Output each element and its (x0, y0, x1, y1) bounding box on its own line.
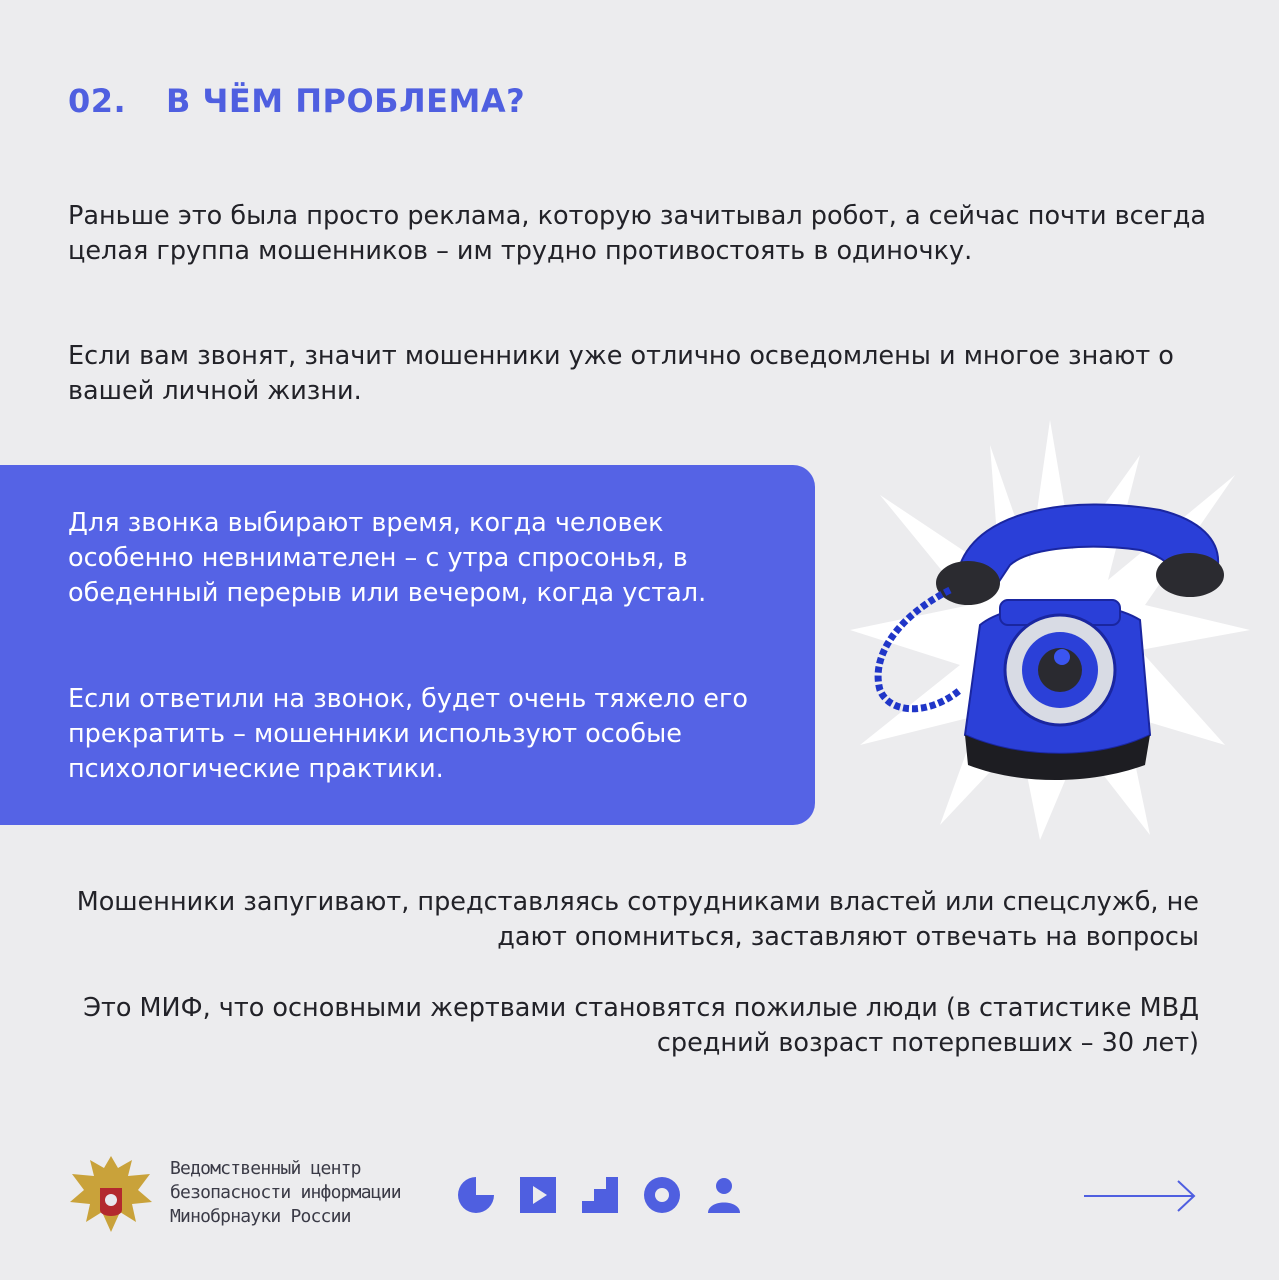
right-paragraph-1: Мошенники запугивают, представляясь сотрудниками властей или спецслужб, не дают опомниться, заставляют отвечать на вопросы (76, 887, 1199, 952)
section-title: В ЧЁМ ПРОБЛЕМА? (166, 82, 526, 120)
icon-row (456, 1175, 744, 1215)
section-number: 02. (68, 82, 127, 120)
user-icon (704, 1175, 744, 1215)
intro-paragraph-1: Раньше это была просто реклама, которую зачитывал робот, а сейчас почти всегда целая группа мошенников – им трудно противостоять в одиночку. (68, 201, 1207, 266)
next-arrow-icon[interactable] (1082, 1178, 1198, 1214)
page-title (68, 82, 525, 120)
pie-icon (456, 1175, 496, 1215)
right-paragraph-2: Это МИФ, что основными жертвами становятся пожилые люди (в статистике МВД средний возраст потерпевших – 30 лет) (83, 993, 1199, 1058)
panel-paragraph-1: Для звонка выбирают время, когда человек особенно невнимателен – с утра спросонья, в обеденный перерыв или вечером, когда устал. (68, 508, 707, 608)
panel-paragraph-2: Если ответили на звонок, будет очень тяжело его прекратить – мошенники используют особые психологические практики. (68, 684, 748, 784)
play-icon (518, 1175, 558, 1215)
rotary-phone-illustration (840, 415, 1260, 845)
intro-paragraph-2: Если вам звонят, значит мошенники уже отлично осведомлены и многое знают о вашей личной жизни. (68, 341, 1174, 406)
stairs-icon (580, 1175, 620, 1215)
coat-of-arms-logo (66, 1150, 156, 1240)
target-icon (642, 1175, 682, 1215)
organization-name: Ведомственный центр безопасности информации Минобрнауки России (170, 1158, 401, 1227)
